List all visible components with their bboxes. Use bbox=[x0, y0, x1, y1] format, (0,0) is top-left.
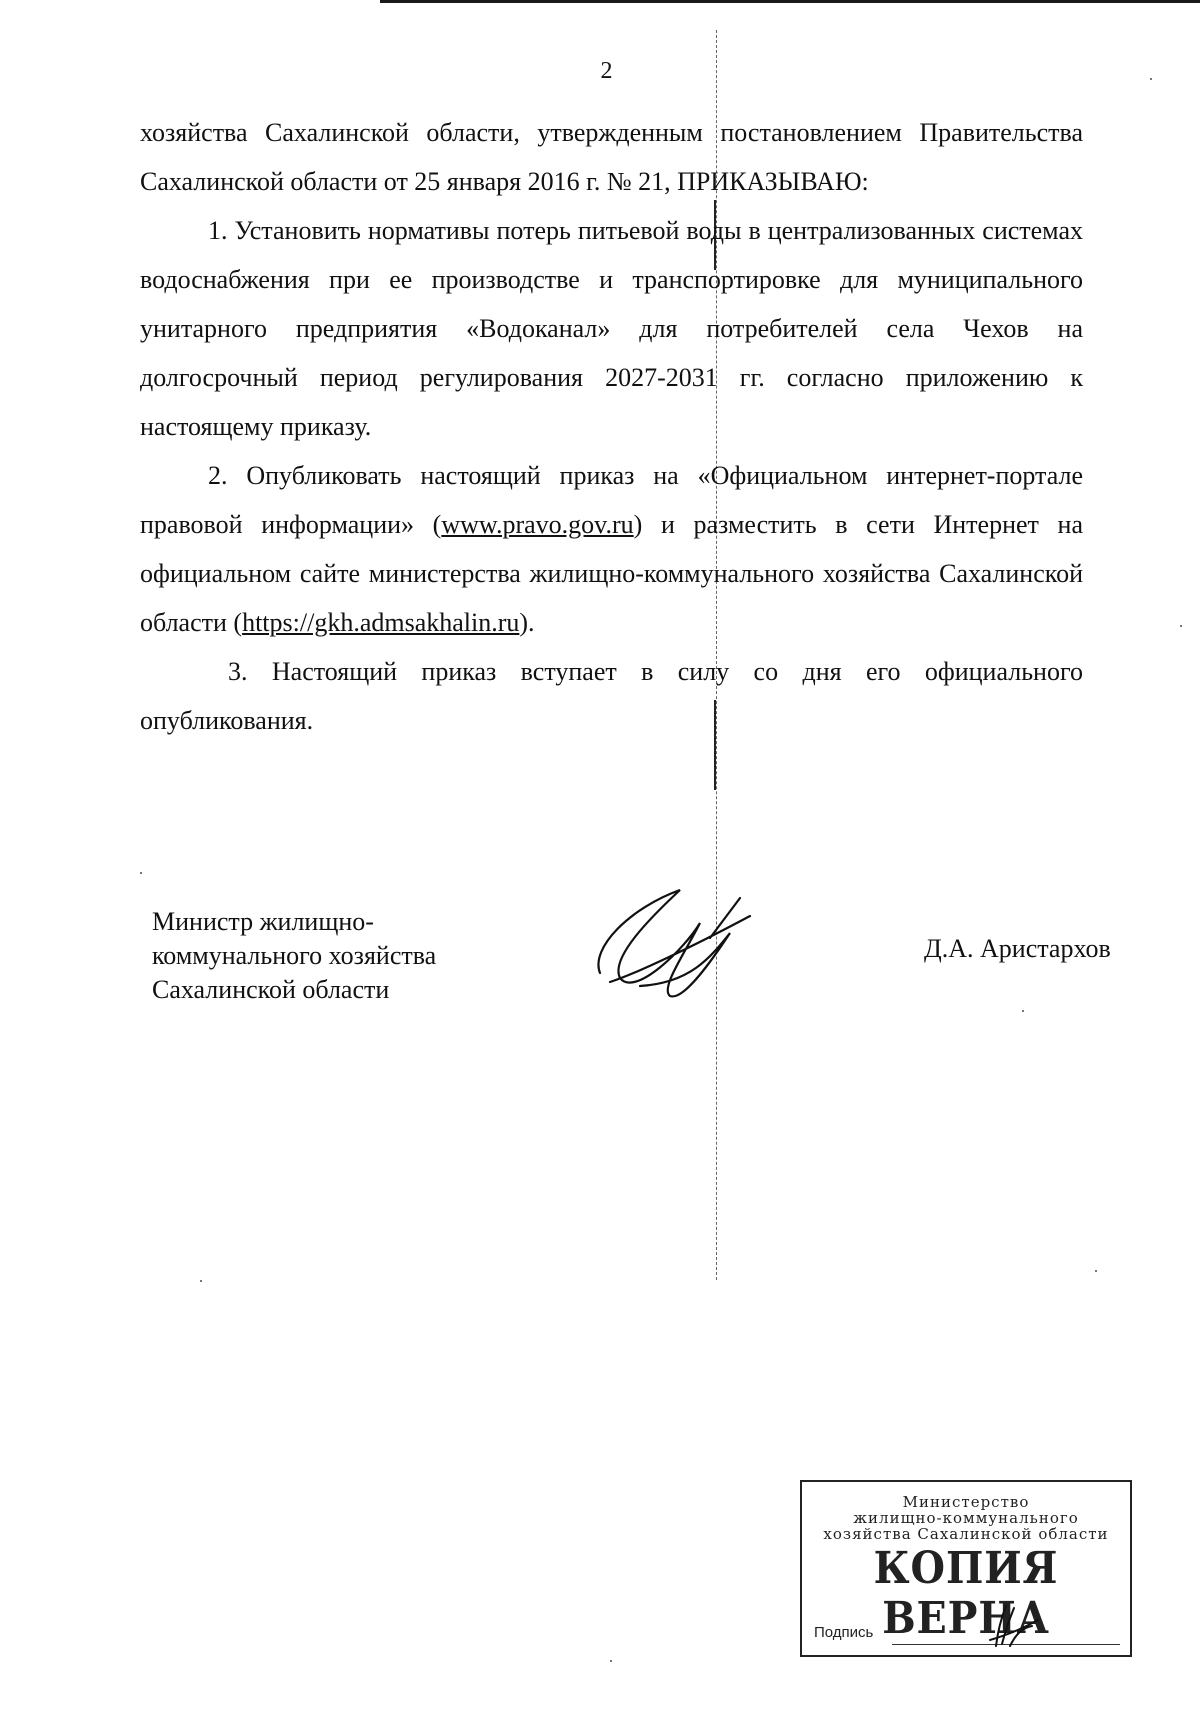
paragraph-item-2 bbox=[140, 451, 1083, 647]
scan-speck bbox=[200, 1280, 202, 1282]
pravo-link[interactable]: www.pravo.gov.ru bbox=[441, 510, 634, 539]
scan-speck bbox=[610, 1660, 612, 1662]
scan-speck bbox=[140, 872, 142, 874]
scan-speck bbox=[1022, 1010, 1024, 1012]
gkh-link[interactable]: https://gkh.admsakhalin.ru bbox=[242, 608, 520, 637]
page-number: 2 bbox=[600, 58, 613, 84]
stamp-signature-label: Подпись bbox=[814, 1624, 874, 1641]
signatory-name: Д.А. Аристархов bbox=[924, 934, 1111, 963]
paragraph-item-1: 1. Установить нормативы потерь питьевой воды в централизованных системах водоснабжения при ее производстве и транспортировке для муниципального унитарного предприятия «Водоканал» для потребителей села Чехов на долгосрочный период регулирования 2027-2031 гг. согласно приложению к настоящему приказу. bbox=[140, 216, 1083, 441]
document-body bbox=[140, 108, 1083, 745]
handwritten-signature bbox=[590, 878, 760, 1008]
scan-speck bbox=[1180, 625, 1182, 627]
signatory-position-line: Министр жилищно- bbox=[152, 907, 374, 936]
paragraph-preamble: хозяйства Сахалинской области, утвержденным постановлением Правительства Сахалинской области от 25 января 2016 г. № 21, ПРИКАЗЫВАЮ: bbox=[140, 118, 1083, 196]
paragraph-item-2-text: 2. Опубликовать настоящий приказ на «Официальном интернет-портале правовой информации» ( bbox=[140, 461, 1083, 539]
stamp-title: КОПИЯ ВЕРНА bbox=[873, 1543, 1059, 1644]
signatory-position-line: коммунального хозяйства bbox=[152, 941, 437, 970]
signatory-position-line: Сахалинской области bbox=[152, 975, 390, 1004]
scan-speck bbox=[1095, 1270, 1097, 1272]
stamp-org-line: Министерство bbox=[902, 1493, 1030, 1511]
paragraph-item-3: 3. Настоящий приказ вступает в силу со дня его официального опубликования. bbox=[140, 657, 1083, 735]
stamp-org-line: жилищно-коммунального bbox=[853, 1509, 1079, 1527]
signatory-position bbox=[152, 905, 436, 1007]
copy-certified-stamp bbox=[800, 1480, 1132, 1657]
stamp-org-line: хозяйства Сахалинской области bbox=[823, 1525, 1109, 1543]
paragraph-item-2-text: ). bbox=[519, 608, 535, 637]
stamp-handwritten-initials bbox=[982, 1600, 1042, 1652]
scan-speck bbox=[1150, 78, 1152, 80]
top-edge-rule bbox=[380, 0, 1200, 3]
paragraph-item-2-text: ) и разместить в сети Интернет на официальном сайте министерства жилищно-коммунального хозяйства Сахалинской области ( bbox=[140, 510, 1083, 637]
